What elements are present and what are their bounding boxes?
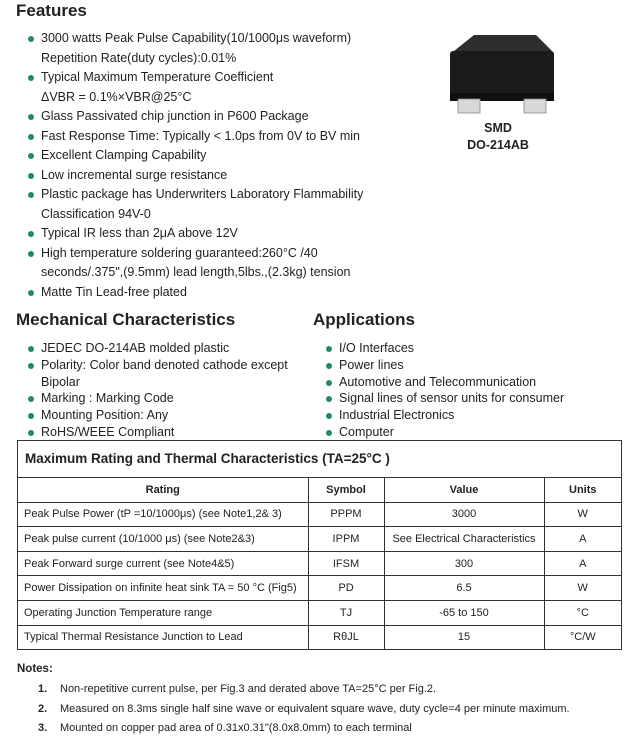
bullet-icon (326, 396, 332, 402)
units-cell: A (544, 551, 621, 576)
bullet-icon (28, 413, 34, 419)
bullet-icon (28, 36, 34, 42)
note-item: 3. Mounted on copper pad area of 0.31x0.31"(8.0x8.0mm) to each terminal (38, 722, 412, 734)
notes-list (38, 680, 628, 739)
feature-item: 3000 watts Peak Pulse Capability(10/1000μs waveform) (24, 29, 424, 49)
table-row (18, 551, 621, 576)
feature-item: Typical IR less than 2μA above 12V (24, 224, 424, 244)
mech-item: JEDEC DO-214AB molded plastic (24, 340, 314, 357)
bullet-icon (28, 363, 34, 369)
feature-item: High temperature soldering guaranteed:260°C /40 (24, 244, 424, 264)
table-title: Maximum Rating and Thermal Characteristics (TA=25°C ) (18, 441, 621, 478)
feature-item-continued: seconds/.375",(9.5mm) lead length,5lbs.,(2.3kg) tension (41, 265, 351, 279)
features-heading: Features (16, 1, 87, 20)
mech-item-continued: Bipolar (41, 374, 80, 389)
rating-cell: Peak Pulse Power (tP =10/1000μs) (see Note1,2& 3) (18, 502, 308, 527)
table-row (18, 502, 621, 527)
value-cell: 300 (384, 551, 544, 576)
feature-item-continued: Classification 94V-0 (41, 206, 151, 221)
app-item: Power lines (322, 357, 622, 374)
table-row (18, 625, 621, 649)
app-item: I/O Interfaces (322, 340, 622, 357)
bullet-icon (28, 346, 34, 352)
symbol-cell: RθJL (308, 625, 384, 649)
mech-item: RoHS/WEEE Compliant (24, 424, 314, 441)
symbol-cell: IPPM (308, 527, 384, 552)
features-list (24, 29, 424, 302)
applications-heading: Applications (313, 310, 416, 329)
bullet-icon (28, 134, 34, 140)
notes-heading: Notes: (17, 663, 53, 675)
bullet-icon (28, 231, 34, 237)
bullet-icon (326, 346, 332, 352)
bullet-icon (326, 363, 332, 369)
bullet-icon (28, 251, 34, 257)
symbol-cell: IFSM (308, 551, 384, 576)
table-row (18, 527, 621, 552)
mechanical-heading: Mechanical Characteristics (16, 310, 236, 329)
feature-item: Low incremental surge resistance (24, 166, 424, 186)
units-cell: °C/W (544, 625, 621, 649)
units-cell: A (544, 527, 621, 552)
note-item: 2. Measured on 8.3ms single half sine wave or equivalent square wave, duty cycle=4 per minute maximum. (38, 702, 570, 715)
smd-package-icon (440, 29, 556, 117)
package-label (440, 120, 556, 154)
value-cell: -65 to 150 (384, 600, 544, 625)
package-code: DO-214AB (467, 138, 529, 152)
rating-cell: Operating Junction Temperature range (18, 600, 308, 625)
bullet-icon (28, 290, 34, 296)
feature-item: Fast Response Time: Typically < 1.0ps from 0V to BV min (24, 127, 424, 147)
value-cell: 15 (384, 625, 544, 649)
app-item: Signal lines of sensor units for consumer (322, 390, 622, 407)
header-value: Value (384, 478, 544, 502)
app-item: Automotive and Telecommunication (322, 374, 622, 391)
mechanical-list (24, 340, 314, 441)
rating-cell: Peak pulse current (10/1000 μs) (see Note2&3) (18, 527, 308, 552)
value-cell: See Electrical Characteristics (384, 527, 544, 552)
symbol-cell: TJ (308, 600, 384, 625)
value-cell: 3000 (384, 502, 544, 527)
applications-list (322, 340, 622, 441)
table-row (18, 576, 621, 601)
bullet-icon (28, 173, 34, 179)
mech-item: Mounting Position: Any (24, 407, 314, 424)
mech-item: Polarity: Color band denoted cathode except (24, 357, 314, 374)
mech-item: Marking : Marking Code (24, 390, 314, 407)
bullet-icon (326, 413, 332, 419)
feature-item: Typical Maximum Temperature Coefficient (24, 68, 424, 88)
bullet-icon (28, 396, 34, 402)
bullet-icon (326, 380, 332, 386)
package-type: SMD (484, 121, 512, 135)
symbol-cell: PD (308, 576, 384, 601)
rating-cell: Peak Forward surge current (see Note4&5) (18, 551, 308, 576)
units-cell: W (544, 576, 621, 601)
rating-cell: Typical Thermal Resistance Junction to Lead (18, 625, 308, 649)
units-cell: °C (544, 600, 621, 625)
bullet-icon (28, 430, 34, 436)
feature-item-continued: Repetition Rate(duty cycles):0.01% (41, 50, 237, 65)
header-units: Units (544, 478, 621, 502)
note-item: 1. Non-repetitive current pulse, per Fig.3 and derated above TA=25°C per Fig.2. (38, 683, 437, 695)
app-item: Computer (322, 424, 622, 441)
app-item: Industrial Electronics (322, 407, 622, 424)
rating-cell: Power Dissipation on infinite heat sink TA = 50 °C (Fig5) (18, 576, 308, 601)
header-symbol: Symbol (308, 478, 384, 502)
feature-item: Glass Passivated chip junction in P600 Package (24, 107, 424, 127)
units-cell: W (544, 502, 621, 527)
bullet-icon (28, 153, 34, 159)
ratings-table (17, 440, 622, 650)
bullet-icon (28, 114, 34, 120)
table-header-row (18, 478, 621, 502)
feature-item-continued: ΔVBR = 0.1%×VBR@25°C (41, 89, 192, 104)
bullet-icon (28, 192, 34, 198)
feature-item: Matte Tin Lead-free plated (24, 283, 424, 303)
symbol-cell: PPPM (308, 502, 384, 527)
bullet-icon (326, 430, 332, 436)
feature-item: Plastic package has Underwriters Laboratory Flammability (24, 185, 424, 205)
bullet-icon (28, 75, 34, 81)
feature-item: Excellent Clamping Capability (24, 146, 424, 166)
header-rating: Rating (18, 478, 308, 502)
table-row (18, 600, 621, 625)
value-cell: 6.5 (384, 576, 544, 601)
